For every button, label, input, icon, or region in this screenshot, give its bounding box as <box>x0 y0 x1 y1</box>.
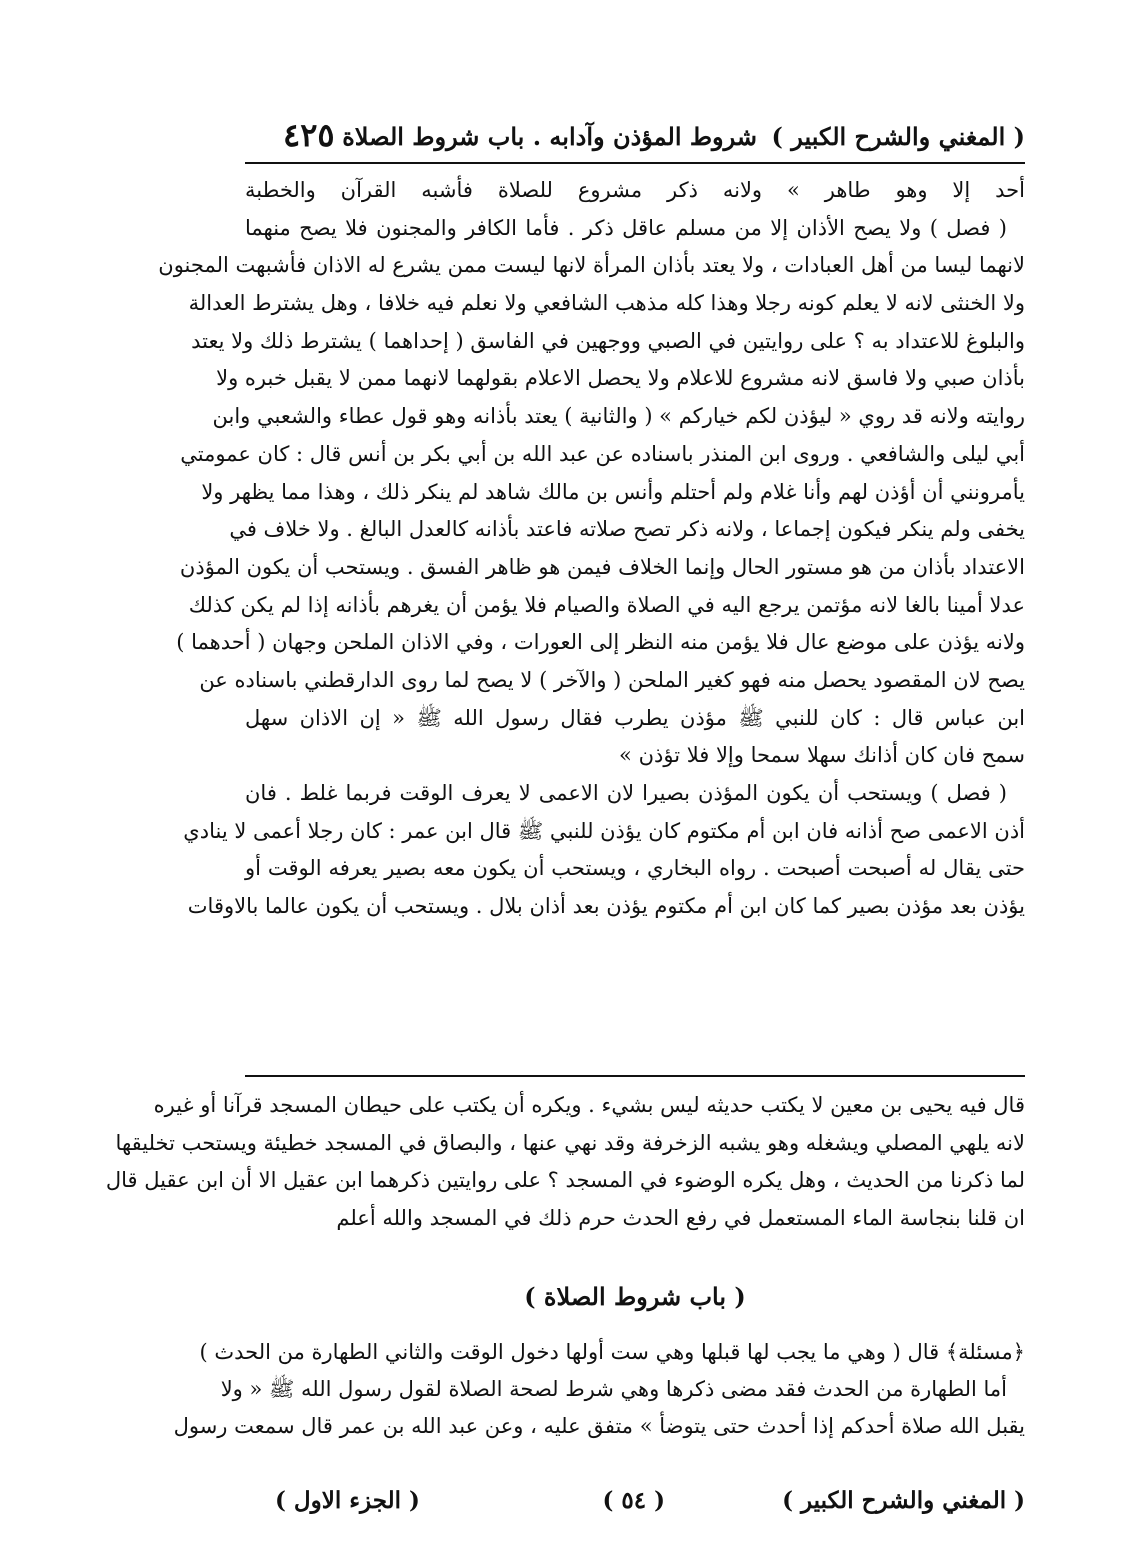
text-line: بأذان صبي ولا فاسق لانه مشروع للاعلام ولا يحصل الاعلام بقولهما لانهما ممن لا يقبل خبره ولا <box>216 366 1025 391</box>
main-text <box>158 172 1025 926</box>
footnote-separator <box>245 1075 1025 1077</box>
text-line: أذن الاعمى صح أذانه فان ابن أم مكتوم كان يؤذن للنبي ﷺ قال ابن عمر : كان رجلا أعمى لا ينادي <box>183 818 1025 843</box>
footer-volume: ( الجزء الاول ) <box>275 1487 420 1514</box>
footer-page-number: ( ٥٤ ) <box>602 1487 665 1514</box>
footnote-text <box>105 1087 1025 1238</box>
text-line: أحد إلا وهو طاهر » ولانه ذكر مشروع للصلاة فأشبه القرآن والخطبة <box>245 178 1025 202</box>
text-line: حتى يقال له أصبحت أصبحت . رواه البخاري ، ويستحب أن يكون معه بصير يعرفه الوقت أو <box>245 856 1025 881</box>
text-line: يخفى ولم ينكر فيكون إجماعا ، ولانه ذكر تصح صلاته فاعتد بأذانه كالعدل البالغ . ولا خلاف في <box>229 517 1025 542</box>
footnote-line: لانه يلهي المصلي ويشغله وهو يشبه الزخرفة وقد نهي عنها ، والبصاق في المسجد خطيئة ويستحب تخليقها <box>115 1130 1025 1155</box>
footnote-line: ان قلنا بنجاسة الماء المستعمل في رفع الحدث حرم ذلك في المسجد والله أعلم <box>336 1206 1025 1231</box>
text-line: ( فصل ) ويستحب أن يكون المؤذن بصيرا لان الاعمى لا يعرف الوقت فربما غلط . فان <box>245 781 1007 805</box>
page-footer <box>245 1483 1025 1523</box>
page-header <box>245 110 1025 162</box>
text-line: يؤذن بعد مؤذن بصير كما كان ابن أم مكتوم يؤذن بعد أذان بلال . ويستحب أن يكون عالما بالاوقات <box>187 894 1025 919</box>
text-line: روايته ولانه قد روي « ليؤذن لكم خياركم » ( والثانية ) يعتد بأذانه وهو قول عطاء والشعبي وابن <box>212 404 1025 429</box>
header-rule <box>245 162 1025 164</box>
text-line: ( فصل ) ولا يصح الأذان إلا من مسلم عاقل ذكر . فأما الكافر والمجنون فلا يصح منهما <box>245 215 1007 240</box>
text-line: أما الطهارة من الحدث فقد مضى ذكرها وهي شرط لصحة الصلاة لقول رسول الله ﷺ « ولا <box>220 1377 1007 1401</box>
text-line: أبي ليلى والشافعي . وروى ابن المنذر باسناده عن عبد الله بن أبي بكر بن أنس قال : كان عمومتي <box>180 441 1025 466</box>
text-line: يقبل الله صلاة أحدكم إذا أحدث حتى يتوضأ » متفق عليه ، وعن عبد الله بن عمر قال سمعت رسول <box>173 1414 1025 1438</box>
text-line: ابن عباس قال : كان للنبي ﷺ مؤذن يطرب فقال رسول الله ﷺ « إن الاذان سهل <box>245 705 1025 730</box>
text-line: الاعتداد بأذان من هو مستور الحال وإنما الخلاف فيمن هو ظاهر الفسق . ويستحب أن يكون المؤذن <box>179 554 1025 579</box>
text-line: يأمرونني أن أؤذن لهم وأنا غلام ولم أحتلم وأنس بن مالك شاهد لم ينكر ذلك ، وهذا مما يظهر ولا <box>201 479 1025 504</box>
footer-book-title: ( المغني والشرح الكبير ) <box>782 1487 1025 1514</box>
footnote-line: قال فيه يحيى بن معين لا يكتب حديثه ليس بشيء . ويكره أن يكتب على حيطان المسجد قرآنا أو غيره <box>153 1093 1025 1117</box>
text-line: يصح لان المقصود يحصل منه فهو كغير الملحن ( والآخر ) لا يصح لما روى الدارقطني باسناده عن <box>199 667 1025 692</box>
text-line: سمح فان كان أذانك سهلا سمحا وإلا فلا تؤذن » <box>619 743 1025 768</box>
text-line: عدلا أمينا بالغا لانه مؤتمن يرجع اليه في الصلاة والصيام فلا يؤمن أن يغرهم بأذانه إذا لم يكن كذلك <box>188 592 1025 617</box>
text-line: ولانه يؤذن على موضع عال فلا يؤمن منه النظر إلى العورات ، وفي الاذان الملحن وجهان ( أحدهما ) <box>176 630 1025 655</box>
masala-text <box>173 1334 1025 1445</box>
text-line: والبلوغ للاعتداد به ؟ على روايتين في الصبي ووجهين في الفاسق ( إحداهما ) يشترط ذلك ولا يعتد <box>191 328 1025 353</box>
header-chapter-title: شروط المؤذن وآدابه . باب شروط الصلاة <box>342 122 757 151</box>
text-line: لانهما ليسا من أهل العبادات ، ولا يعتد بأذان المرأة لانها ليست ممن يشرع له الاذان فأشبهت المجنون <box>158 253 1025 278</box>
header-page-number: ٤٢٥ <box>283 116 335 154</box>
footnote-line: لما ذكرنا من الحديث ، وهل يكره الوضوء في المسجد ؟ على روايتين ذكرهما ابن عقيل الا أن ابن عقيل قال <box>105 1168 1025 1193</box>
text-line: ولا الخنثى لانه لا يعلم كونه رجلا وهذا كله مذهب الشافعي ولا نعلم فيه خلافا ، وهل يشترط العدالة <box>188 291 1025 316</box>
section-title: ( باب شروط الصلاة ) <box>524 1282 746 1311</box>
header-book-title: ( المغني والشرح الكبير ) <box>771 122 1025 151</box>
text-line: ﴿مسئلة﴾ قال ( وهي ما يجب لها قبلها وهي ست أولها دخول الوقت والثاني الطهارة من الحدث ) <box>199 1340 1025 1364</box>
